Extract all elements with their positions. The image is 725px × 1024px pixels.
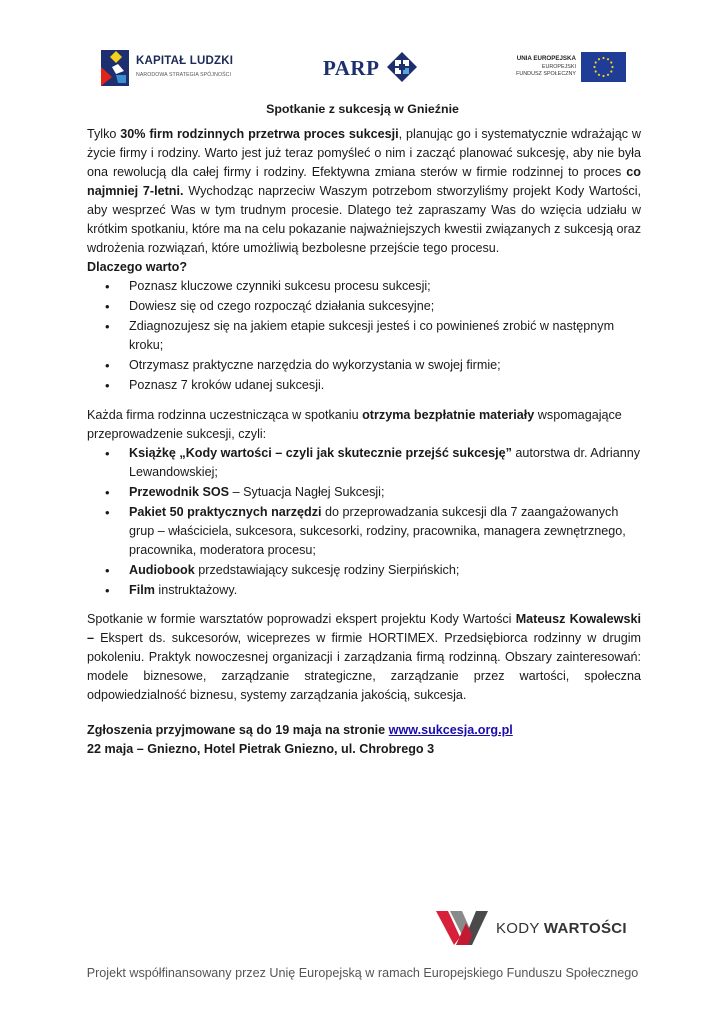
registration-link[interactable]: www.sukcesja.org.pl	[388, 723, 513, 737]
document-title: Spotkanie z sukcesją w Gnieźnie	[266, 102, 459, 116]
kapital-ludzki-subtitle: NARODOWA STRATEGIA SPÓJNOŚCI	[136, 72, 232, 78]
material-desc: autorstwa dr. Adrianny Lewandowskiej;	[129, 446, 641, 479]
list-item	[87, 581, 641, 600]
kody-wartosci-mark-icon	[436, 907, 494, 947]
list-item: • Zdiagnozujesz się na jakiem etapie sukcesji jesteś i co powinieneś zrobić w następnym kroku;	[87, 317, 641, 355]
kapital-ludzki-logo	[98, 47, 238, 89]
material-name: Przewodnik SOS	[129, 485, 230, 499]
intro-text-2: , planując go i systematycznie wdrażając w życie firmy i rodziny. Warto jest już teraz pomyśleć o nim i zacząć planować sukcesję, aby nie była ona rewolucją dla całej firmy i rodziny. Efektywna zmiana sterów w firmie rodzinnej to proces	[87, 127, 641, 179]
list-item: • Poznasz 7 kroków udanej sukcesji.	[87, 376, 641, 395]
kapital-ludzki-emblem-icon	[98, 47, 132, 89]
list-item: • Dowiesz się od czego rozpocząć działania sukcesyjne;	[87, 297, 641, 316]
material-name: Film	[129, 583, 155, 597]
material-name: Audiobook	[129, 563, 195, 577]
kody-wartosci-wordmark	[496, 920, 627, 938]
event-line	[87, 740, 641, 759]
kapital-ludzki-title: KAPITAŁ LUDZKI	[136, 55, 234, 67]
kody-wartosci-logo	[436, 907, 636, 947]
list-item	[87, 444, 641, 482]
why-list	[87, 277, 641, 395]
intro-bold-1: 30% firm rodzinnych przetrwa proces sukcesji	[120, 127, 399, 141]
material-name: Pakiet 50 praktycznych narzędzi	[129, 505, 322, 519]
intro-paragraph	[87, 125, 641, 258]
event-details: 22 maja – Gniezno, Hotel Pietrak Gniezno, ul. Chrobrego 3	[87, 742, 435, 756]
expert-text-2: Ekspert ds. sukcesorów, wiceprezes w firmie HORTIMEX. Przedsiębiorca rodzinny w drugim pokoleniu. Praktyk nowoczesnej organizacji i zarządzania firmą rodzinną. Obszary zainteresowań: modele biznesowe, zarządzanie strategiczne, zarządzanie przez wartości, społeczna odpowiedzialność biznesu, systemy zarządzania jakością, sukcesja.	[87, 631, 641, 702]
material-desc: przedstawiający sukcesję rodziny Sierpińskich;	[194, 563, 460, 577]
parp-diamond-icon	[386, 51, 418, 83]
list-item	[87, 561, 641, 580]
eu-logo	[508, 52, 626, 86]
document-body	[87, 125, 641, 759]
eu-line-2: EUROPEJSKI	[541, 64, 576, 70]
expert-name: Mateusz Kowalewski –	[87, 612, 641, 645]
material-name: Książkę „Kody wartości – czyli jak skutecznie przejść sukcesję”	[129, 446, 512, 460]
expert-text-1: Spotkanie w formie warsztatów poprowadzi ekspert projektu Kody Wartości	[87, 612, 516, 626]
material-desc: – Sytuacja Nagłej Sukcesji;	[229, 485, 385, 499]
why-heading	[87, 258, 641, 277]
materials-text-2: wspomagające przeprowadzenie sukcesji, czyli:	[87, 408, 622, 441]
materials-text-1: Każda firma rodzinna uczestnicząca w spotkaniu	[87, 408, 363, 422]
eu-line-1: UNIA EUROPEJSKA	[516, 55, 576, 62]
materials-paragraph	[87, 406, 641, 444]
expert-paragraph	[87, 610, 641, 705]
why-heading-text: Dlaczego warto?	[87, 260, 188, 274]
registration-text: Zgłoszenia przyjmowane są do 19 maja na stronie	[87, 723, 389, 737]
list-item	[87, 503, 641, 560]
footer-note: Projekt współfinansowany przez Unię Europejską w ramach Europejskiego Funduszu Społecznego	[86, 966, 639, 980]
list-item	[87, 483, 641, 502]
parp-logo	[323, 51, 423, 85]
intro-bold-2: co najmniej 7-letni.	[87, 165, 641, 198]
intro-text-1: Tylko	[87, 127, 121, 141]
brand-part-2: WARTOŚCI	[543, 920, 627, 937]
registration-line	[87, 721, 641, 740]
brand-part-1: KODY	[496, 920, 544, 937]
materials-bold-1: otrzyma bezpłatnie materiały	[362, 408, 535, 422]
intro-text-3: Wychodząc naprzeciw Waszym potrzebom stworzyliśmy projekt Kody Wartości, aby wesprzeć Was w tym trudnym procesie. Dlatego też zapraszamy Was do wzięcia udziału w krótkim spotkaniu, które ma na celu pokazanie najważniejszych kwestii związanych z sukcesją oraz wdrożenia rozwiązań, które umożliwią bezbolesne przejście tego procesu.	[87, 184, 641, 255]
list-item: • Poznasz kluczowe czynniki sukcesu procesu sukcesji;	[87, 277, 641, 296]
materials-list	[87, 444, 641, 600]
material-desc: instruktażowy.	[154, 583, 238, 597]
list-item: • Otrzymasz praktyczne narzędzia do wykorzystania w swojej firmie;	[87, 356, 641, 375]
eu-line-3: FUNDUSZ SPOŁECZNY	[516, 71, 576, 77]
material-desc: do przeprowadzania sukcesji dla 7 zaangażowanych grup – właściciela, sukcesora, sukcesorki, rodziny, pracownika, managera zewnętrznego, pracownika, moderatora procesu;	[129, 505, 626, 557]
eu-flag-icon	[581, 52, 626, 82]
parp-wordmark: PARP	[323, 56, 380, 80]
